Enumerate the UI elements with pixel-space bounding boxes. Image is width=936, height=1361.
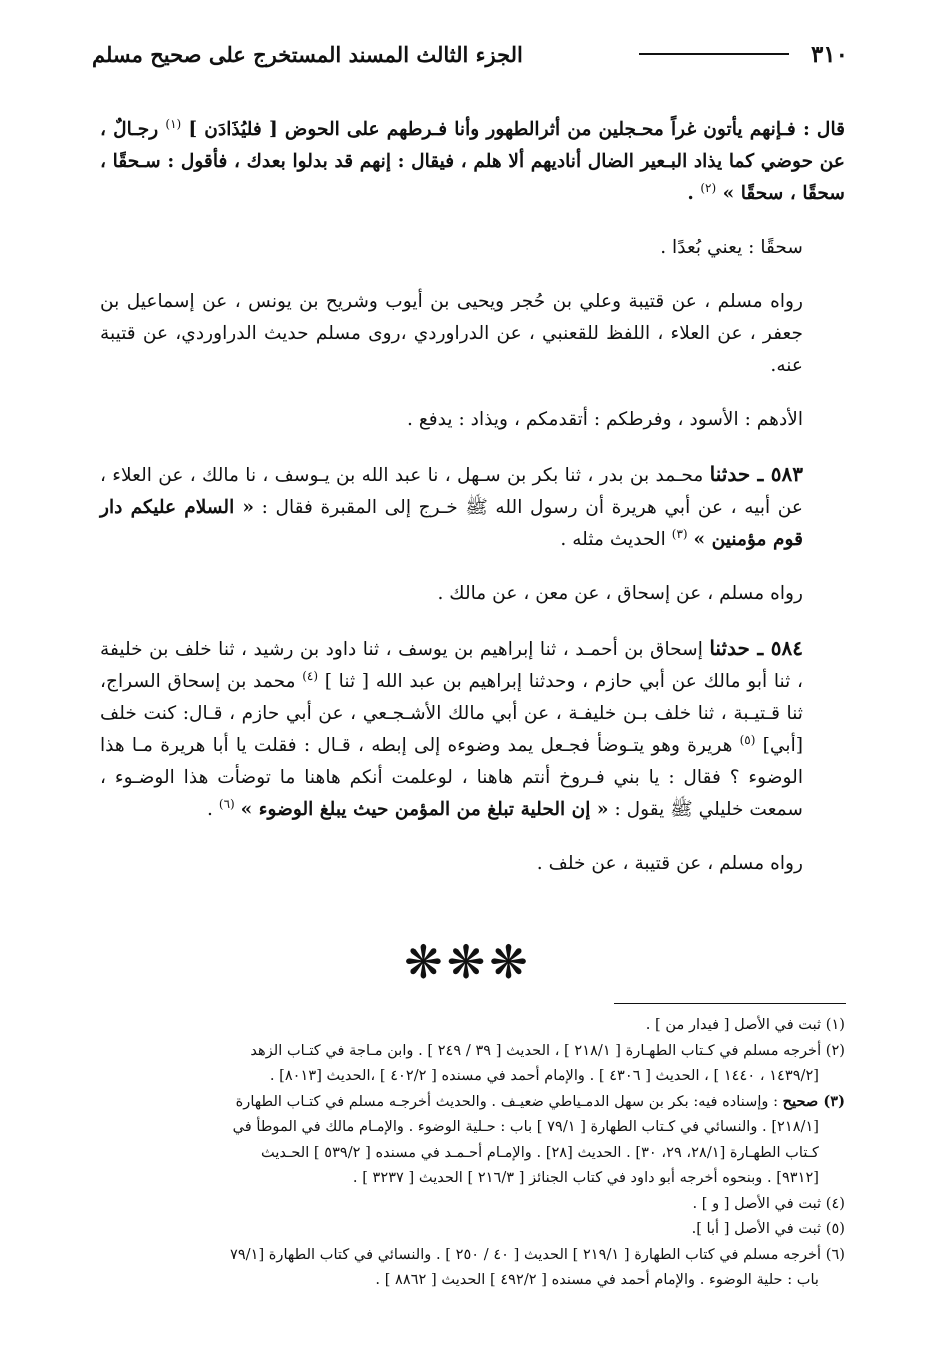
footnote-5: (٥) ثبت في الأصل [ أبا ]. xyxy=(691,1220,845,1237)
hadith-quote: « السلام عليكم دار قوم مؤمنين » xyxy=(100,497,803,550)
footnote-ref: (١) xyxy=(165,116,182,131)
text-segment: هريرة وهو يتـوضأ فجـعل يمد وضوءه إلى إبطه ، قـال : فقلت يا أبا هريرة مـا هذا الوضوء ؟ فقال : يا بني فـروخ أنتم هاهنا ، لوعلمت أنكم هاهنا ما توضأت هذا الوضـوء ، سمعت خليلي ﷺ يقول : xyxy=(100,735,803,820)
footnote-3-continued: كـتاب الطهـارة [٢٨/١، ٢٩، ٣٠] . الحديث [٢٨] . والإمـام أحـمـد في مسنده [ ٥٣٩/٢ ] الحـديث xyxy=(261,1143,819,1161)
hadith-584: ٥٨٤ ـ حدثنا إسحاق بن أحمـد ، ثنا إبراهيم بن يوسف ، ثنا داود بن رشيد ، ثنا خلف بن خليفة ، ثنا أبو مالك عن أبي حازم ، وحدثنا إبراهيم بن عبد الله [ ثنا ] $^{(٤)}$ محمد بن إسحاق السراج، ثنا قـتيـبة ، ثنا خلف بـن خليفـة ، عن أبي مالك الأشـجـعي ، عن أبي حازم ، قـال: كنت خلف [أبي] $^{(٥)}$ هريرة وهو يتـوضأ فجـعل يمد وضوءه إلى إبطه ، قـال : فقلت يا أبا هريرة مـا هذا الوضوء ؟ فقال : يا بني فـروخ أنتم هاهنا ، لوعلمت أنكم هاهنا ما توضأت هذا الوضـوء ، سمعت خليلي ﷺ يقول : « إن الحلية تبلغ من المؤمن حيث يبلغ الوضوء » $^{(٦)}$ . xyxy=(100,636,804,820)
footnote-ref: (٥) xyxy=(739,732,756,747)
text-segment: قال : فـإنهم يأتون غراً محـجلين من أثرالطهور وأنا فـرطهم على الحوض [ فليُذَادَن ] xyxy=(188,119,845,140)
footnote-6: (٦) أخرجه مسلم في كتاب الطهارة [ ٢١٩/١ ] الحديث [ ٤٠ / ٢٥٠ ] . والنسائي في كتاب الطهارة [٧٩/١ xyxy=(230,1245,845,1263)
footnote-2-continued: [١٤٣٩/٢ ، ١٤٤٠ ] ، الحديث [ ٤٣٠٦ ] . والإمام أحمد في مسنده [ ٤٠٢/٢ ] ،الحديث [٨٠١٣] . xyxy=(269,1067,819,1084)
main-text xyxy=(100,114,845,880)
text-segment: محـمد بن بدر ، ثنا بكر بن سـهل ، نا عبد الله بن يـوسف ، نا مالك ، عن العلاء ، عن أبيه ، عن أبي هريرة أن رسول الله ﷺ خـرج إلى المقبرة فقال : xyxy=(100,465,803,518)
section-ornament: ❋❋❋ xyxy=(404,935,532,989)
footnote-ref: (٣) xyxy=(671,526,688,541)
running-title: الجزء الثالث المسند المستخرج على صحيح مسلم xyxy=(92,41,523,67)
text-segment: محمد بن إسحاق السراج، ثنا قـتيـبة ، ثنا خلف بـن خليفـة ، عن أبي مالك الأشـجـعي ، عن أبي حازم ، قـال: كنت خلف [أبي] xyxy=(100,671,804,756)
footnote-separator xyxy=(614,1003,846,1004)
page-header xyxy=(92,34,848,74)
footnote-3-continued: [٢١٨/١] . والنسائي في كـتاب الطهارة [ ٧٩/١ ] باب : حـلية الوضوء . والإمـام مالك في الموطأ في xyxy=(232,1118,819,1135)
footnote-grade: (٣) صحيح xyxy=(782,1092,845,1110)
hadith-continuation xyxy=(100,114,845,210)
glossary-paragraph: الأدهم : الأسود ، وفرطكم : أتقدمكم ، ويذاد : يدفع . xyxy=(407,409,803,430)
narration-paragraph: رواه مسلم ، عن إسحاق ، عن معن ، عن مالك . xyxy=(437,583,803,604)
text-segment: : وإسناده فيه: بكر بن سهل الدمـياطي ضعيـف . والحديث أخرجـه مسلم في كتـاب الطهارة xyxy=(235,1092,783,1110)
footnote-2: (٢) أخرجه مسلم في كـتاب الطهـارة [ ٢١٨/١ ] ، الحديث [ ٣٩ / ٢٤٩ ] . وابن مـاجة في كتـاب الزهد xyxy=(250,1041,845,1059)
footnote-3-continued: [٩٣١٢] . وبنحوه أخرجه أبو داود في كتاب الجنائز [ ٢١٦/٣ ] الحديث [ ٣٢٣٧ ] . xyxy=(352,1169,819,1186)
footnote-ref: (٢) xyxy=(700,180,717,195)
header-rule xyxy=(639,53,789,55)
hadith-label: حدثنا xyxy=(709,462,751,486)
footnote-1: (١) ثبت في الأصل [ فيدار من ] . xyxy=(645,1016,845,1033)
narration-paragraph: رواه مسلم ، عن قتيبة ، عن خلف . xyxy=(536,853,803,874)
hadith-quote: « إن الحلية تبلغ من المؤمن حيث يبلغ الوضوء » xyxy=(240,799,609,820)
footnote-3 xyxy=(100,1089,845,1115)
hadith-number: ٥٨٤ xyxy=(770,636,803,660)
footnote-4: (٤) ثبت في الأصل [ و ] . xyxy=(692,1194,845,1212)
text-segment: إسحاق بن أحمـد ، ثنا إبراهيم بن يوسف ، ثنا داود بن رشيد ، ثنا خلف بن خليفة ، ثنا أبو مالك عن أبي حازم ، وحدثنا إبراهيم بن عبد الله [ ثنا ] xyxy=(100,639,803,692)
page-number: ٣١٠ xyxy=(810,40,848,68)
text-segment: الحديث مثله . xyxy=(560,529,666,550)
hadith-583: ٥٨٣ ـ حدثنا محـمد بن بدر ، ثنا بكر بن سـهل ، نا عبد الله بن يـوسف ، نا مالك ، عن العلاء ، عن أبيه ، عن أبي هريرة أن رسول الله ﷺ خـرج إلى المقبرة فقال : « السلام عليكم دار قوم مؤمنين » $^{(٣)}$ الحديث مثله . xyxy=(100,462,803,550)
footnote-ref: (٤) xyxy=(302,668,319,683)
text-segment: ، عن حوضي كما يذاد البـعير الضال أناديهم ألا هلم ، فيقال : إنهم قد بدلوا بعدك ، فأقول : سـحقًا ، سحقًا ، سحقًا » xyxy=(100,119,845,204)
hadith-label: حدثنا xyxy=(709,636,750,660)
footnote-ref: (٦) xyxy=(218,796,235,811)
explanation-paragraph: سحقًا : يعني بُعدًا . xyxy=(660,237,803,258)
text-segment: . xyxy=(207,799,213,820)
text-segment: . xyxy=(687,183,694,204)
footnotes xyxy=(100,1012,845,1293)
narration-paragraph: رواه مسلم ، عن قتيبة وعلي بن حُجر ويحيى بن أيوب وشريح بن يونس ، عن إسماعيل بن جعفر ، عن العلاء ، اللفظ للقعنبي ، عن الدراوردي ،روى مسلم حديث الدراوردي، عن قتيبة عنه. xyxy=(100,291,803,376)
hadith-number: ٥٨٣ xyxy=(770,462,803,486)
footnote-6-continued: باب : حلية الوضوء . والإمام أحمد في مسنده [ ٤٩٢/٢ ] الحديث [ ٨٨٦٢ ] . xyxy=(375,1271,819,1288)
text-segment: رجـالٌ xyxy=(113,119,159,140)
